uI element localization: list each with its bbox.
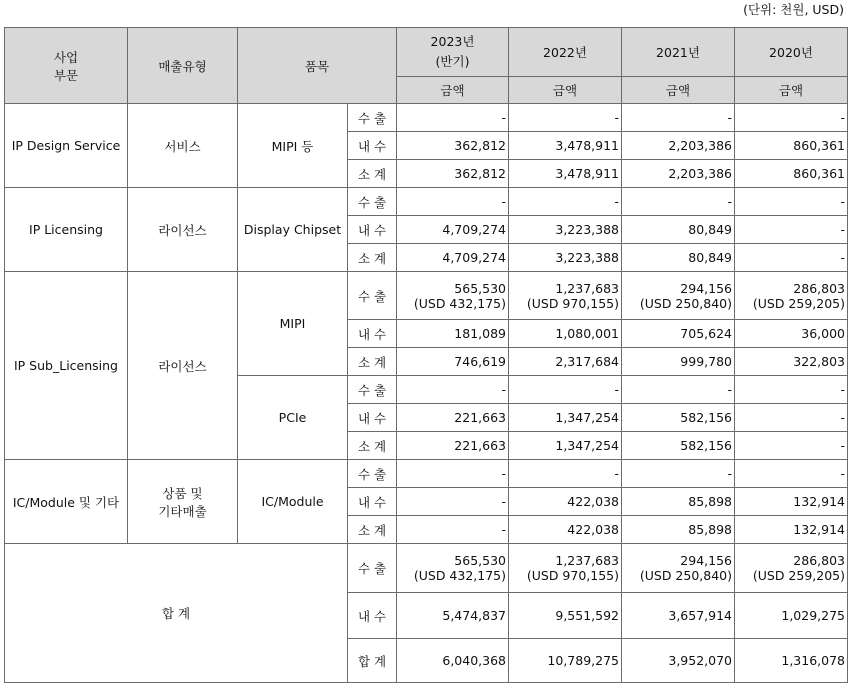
amount-cell: - xyxy=(397,460,509,488)
sales-type-cell: 상품 및 기타매출 xyxy=(128,460,238,544)
amount-value: 286,803 xyxy=(793,280,845,296)
amount-usd: (USD 970,155) xyxy=(526,295,619,311)
amount-cell: 705,624 xyxy=(622,320,735,348)
type-cell: 소 계 xyxy=(348,348,397,376)
type-cell: 내 수 xyxy=(348,132,397,160)
header-sales-type: 매출유형 xyxy=(128,28,238,104)
amount-cell xyxy=(509,544,622,593)
amount-cell: 36,000 xyxy=(735,320,848,348)
amount-cell: - xyxy=(509,188,622,216)
amount-cell: 3,223,388 xyxy=(509,244,622,272)
header-year-label: 2023년 (반기) xyxy=(430,34,475,69)
amount-cell: 1,316,078 xyxy=(735,639,848,683)
amount-cell: 3,657,914 xyxy=(622,593,735,639)
amount-cell: 80,849 xyxy=(622,216,735,244)
division-cell: IP Licensing xyxy=(5,188,128,272)
amount-cell: 6,040,368 xyxy=(397,639,509,683)
amount-cell: 1,080,001 xyxy=(509,320,622,348)
amount-cell: 860,361 xyxy=(735,160,848,188)
amount-cell: 4,709,274 xyxy=(397,216,509,244)
amount-cell: 582,156 xyxy=(622,404,735,432)
amount-cell: - xyxy=(622,104,735,132)
amount-cell xyxy=(622,544,735,593)
amount-value: 294,156 xyxy=(680,280,732,296)
amount-cell: 132,914 xyxy=(735,516,848,544)
type-cell: 소 계 xyxy=(348,160,397,188)
amount-usd: (USD 259,205) xyxy=(752,568,845,583)
header-year-2021: 2021년 xyxy=(622,28,735,77)
sales-type-cell: 라이선스 xyxy=(128,272,238,460)
amount-cell: - xyxy=(735,376,848,404)
amount-cell xyxy=(622,272,735,320)
amount-cell: 999,780 xyxy=(622,348,735,376)
type-cell: 수 출 xyxy=(348,376,397,404)
header-amount: 금액 xyxy=(397,77,509,104)
amount-cell: 3,478,911 xyxy=(509,132,622,160)
type-cell: 수 출 xyxy=(348,272,397,320)
amount-cell: 362,812 xyxy=(397,132,509,160)
header-division-label: 사업 부문 xyxy=(53,49,79,83)
amount-cell: 4,709,274 xyxy=(397,244,509,272)
amount-cell: 3,952,070 xyxy=(622,639,735,683)
amount-cell: - xyxy=(735,244,848,272)
amount-cell: - xyxy=(509,376,622,404)
amount-cell: 5,474,837 xyxy=(397,593,509,639)
amount-cell xyxy=(735,544,848,593)
product-cell: Display Chipset xyxy=(238,188,348,272)
division-cell: IP Sub_Licensing xyxy=(5,272,128,460)
header-amount: 금액 xyxy=(509,77,622,104)
amount-cell: - xyxy=(397,188,509,216)
amount-cell xyxy=(397,544,509,593)
amount-cell xyxy=(397,272,509,320)
amount-cell: 2,317,684 xyxy=(509,348,622,376)
amount-usd: (USD 250,840) xyxy=(639,568,732,583)
amount-cell: - xyxy=(622,376,735,404)
amount-value: 1,237,683 xyxy=(555,280,619,296)
amount-usd: (USD 250,840) xyxy=(639,295,732,311)
table-body xyxy=(5,104,848,683)
unit-note: (단위: 천원, USD) xyxy=(743,2,844,17)
type-cell: 소 계 xyxy=(348,432,397,460)
amount-cell: 362,812 xyxy=(397,160,509,188)
amount-cell: 746,619 xyxy=(397,348,509,376)
amount-cell xyxy=(735,272,848,320)
amount-usd: (USD 259,205) xyxy=(752,295,845,311)
sales-type-cell: 서비스 xyxy=(128,104,238,188)
amount-cell: 1,347,254 xyxy=(509,432,622,460)
amount-value: 1,237,683 xyxy=(555,553,619,568)
type-cell: 내 수 xyxy=(348,593,397,639)
amount-cell: 1,347,254 xyxy=(509,404,622,432)
amount-cell: 132,914 xyxy=(735,488,848,516)
amount-cell: 221,663 xyxy=(397,404,509,432)
amount-value: 286,803 xyxy=(793,553,845,568)
amount-cell: 422,038 xyxy=(509,488,622,516)
type-cell: 수 출 xyxy=(348,460,397,488)
type-cell: 소 계 xyxy=(348,516,397,544)
amount-value: 565,530 xyxy=(454,553,506,568)
amount-cell: 422,038 xyxy=(509,516,622,544)
division-cell: IC/Module 및 기타 xyxy=(5,460,128,544)
amount-cell: - xyxy=(397,516,509,544)
header-division xyxy=(5,28,128,104)
product-cell: MIPI xyxy=(238,272,348,376)
type-cell: 수 출 xyxy=(348,104,397,132)
header-item: 품목 xyxy=(238,28,397,104)
total-label-cell: 합 계 xyxy=(5,544,348,683)
amount-cell: 221,663 xyxy=(397,432,509,460)
amount-usd: (USD 432,175) xyxy=(413,568,506,583)
type-cell: 내 수 xyxy=(348,488,397,516)
amount-cell: 3,478,911 xyxy=(509,160,622,188)
product-cell: IC/Module xyxy=(238,460,348,544)
amount-cell: - xyxy=(397,488,509,516)
amount-cell: - xyxy=(622,460,735,488)
amount-cell: 860,361 xyxy=(735,132,848,160)
header-amount: 금액 xyxy=(735,77,848,104)
amount-cell: - xyxy=(735,404,848,432)
amount-cell: 10,789,275 xyxy=(509,639,622,683)
amount-cell: - xyxy=(622,188,735,216)
amount-cell: - xyxy=(509,104,622,132)
table-row xyxy=(5,104,848,132)
amount-cell: 9,551,592 xyxy=(509,593,622,639)
amount-value: 565,530 xyxy=(454,280,506,296)
division-cell: IP Design Service xyxy=(5,104,128,188)
header-year-2020: 2020년 xyxy=(735,28,848,77)
amount-cell: 181,089 xyxy=(397,320,509,348)
type-cell: 소 계 xyxy=(348,244,397,272)
amount-cell: - xyxy=(397,376,509,404)
amount-cell: 85,898 xyxy=(622,488,735,516)
amount-cell: 322,803 xyxy=(735,348,848,376)
type-cell: 내 수 xyxy=(348,216,397,244)
amount-cell: - xyxy=(509,460,622,488)
amount-usd: (USD 432,175) xyxy=(413,295,506,311)
type-cell: 수 출 xyxy=(348,544,397,593)
type-cell: 수 출 xyxy=(348,188,397,216)
table-row xyxy=(5,188,848,216)
amount-cell: 582,156 xyxy=(622,432,735,460)
total-row xyxy=(5,544,848,593)
amount-cell: 2,203,386 xyxy=(622,160,735,188)
type-cell: 합 계 xyxy=(348,639,397,683)
table-row xyxy=(5,272,848,320)
product-cell: PCIe xyxy=(238,376,348,460)
amount-cell: - xyxy=(735,460,848,488)
amount-cell: 2,203,386 xyxy=(622,132,735,160)
header-year-2023 xyxy=(397,28,509,77)
table-row xyxy=(5,460,848,488)
sales-type-cell: 라이선스 xyxy=(128,188,238,272)
amount-cell: 80,849 xyxy=(622,244,735,272)
amount-cell: - xyxy=(735,432,848,460)
type-cell: 내 수 xyxy=(348,320,397,348)
amount-cell xyxy=(509,272,622,320)
amount-cell: - xyxy=(397,104,509,132)
sales-table xyxy=(4,27,848,683)
amount-usd: (USD 970,155) xyxy=(526,568,619,583)
amount-cell: - xyxy=(735,188,848,216)
amount-cell: - xyxy=(735,104,848,132)
amount-cell: 85,898 xyxy=(622,516,735,544)
product-cell: MIPI 등 xyxy=(238,104,348,188)
type-cell: 내 수 xyxy=(348,404,397,432)
amount-cell: 1,029,275 xyxy=(735,593,848,639)
header-year-2022: 2022년 xyxy=(509,28,622,77)
amount-cell: 3,223,388 xyxy=(509,216,622,244)
header-amount: 금액 xyxy=(622,77,735,104)
amount-value: 294,156 xyxy=(680,553,732,568)
amount-cell: - xyxy=(735,216,848,244)
